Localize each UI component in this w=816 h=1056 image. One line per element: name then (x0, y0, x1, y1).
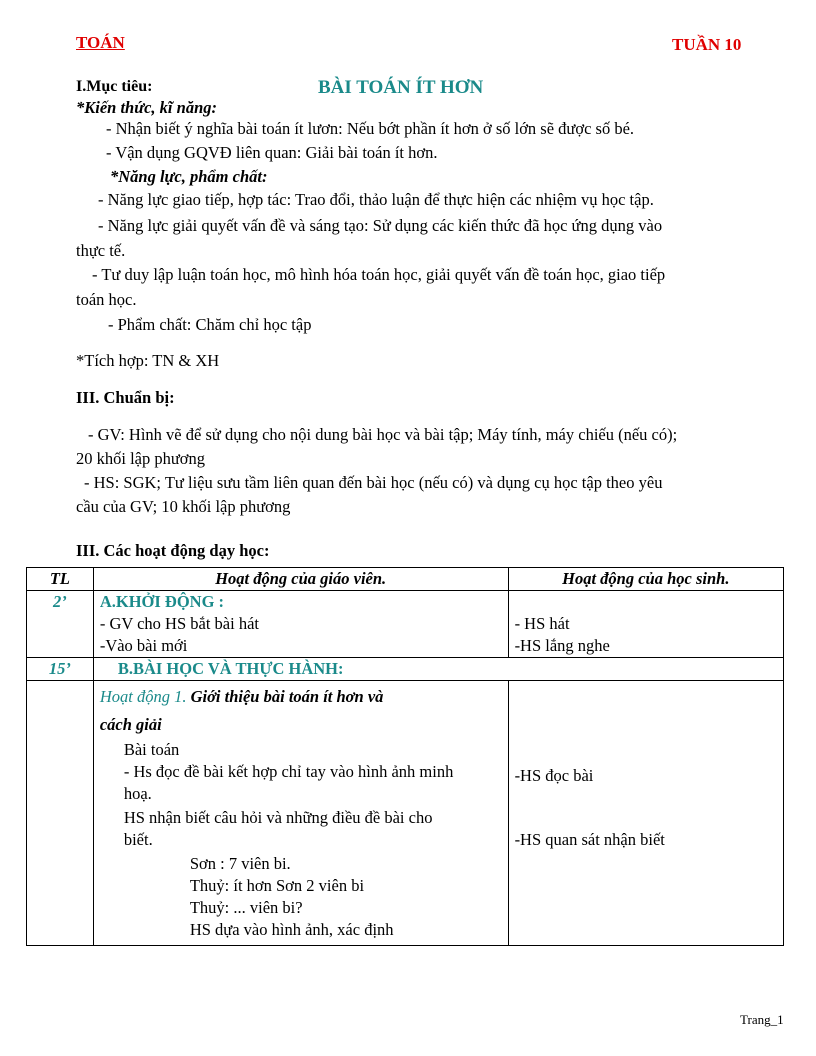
given-line: Thuỷ: ít hơn Sơn 2 viên bi (189, 876, 365, 895)
competence-line: - Phẩm chất: Chăm chỉ học tập (108, 315, 312, 334)
student-line: -HS quan sát nhận biết (514, 830, 665, 849)
section-title: B.BÀI HỌC VÀ THỰC HÀNH: (93, 658, 783, 681)
column-header-time: TL (27, 568, 94, 591)
teacher-line: -Vào bài mới (99, 636, 188, 655)
competence-line: toán học. (76, 290, 137, 309)
time-cell (27, 681, 94, 946)
table-row (27, 591, 784, 658)
time-cell: 15’ (27, 658, 94, 681)
table-row (27, 658, 784, 681)
week-label: TUẦN 10 (672, 35, 742, 54)
teacher-cell (93, 591, 508, 658)
activity-title-line (100, 683, 502, 711)
activities-heading: III. Các hoạt động dạy học: (76, 541, 270, 560)
section-title: A.KHỞI ĐỘNG : (99, 592, 225, 611)
knowledge-item: - Nhận biết ý nghĩa bài toán ít lươn: Nếu bớt phần ít hơn ở số lớn sẽ được số bé. (106, 119, 635, 138)
teacher-line: HS nhận biết câu hỏi và những điều đề bài cho (123, 808, 433, 827)
subject-label: TOÁN (76, 33, 125, 52)
given-line: Thuỷ: ... viên bi? (189, 898, 303, 917)
student-cell (508, 681, 783, 946)
problem-label: Bài toán (123, 740, 180, 759)
preparation-line: cầu của GV; 10 khối lập phương (76, 497, 291, 516)
preparation-heading: III. Chuẩn bị: (76, 388, 175, 407)
column-header-teacher: Hoạt động của giáo viên. (93, 568, 508, 591)
student-line: -HS đọc bài (514, 766, 594, 785)
time-cell: 2’ (27, 591, 94, 658)
lesson-title: BÀI TOÁN ÍT HƠN (318, 77, 484, 98)
integration-line: *Tích hợp: TN & XH (76, 351, 220, 370)
competence-line: - Năng lực giao tiếp, hợp tác: Trao đổi, thảo luận để thực hiện các nhiệm vụ học tập. (98, 190, 654, 209)
column-header-student: Hoạt động của học sinh. (508, 568, 783, 591)
page-number: Trang_1 (740, 1012, 784, 1027)
activity-label: Hoạt động 1. (99, 687, 187, 706)
activity-title-continued: cách giải (99, 715, 162, 734)
given-line: HS dựa vào hình ảnh, xác định (189, 920, 394, 939)
student-cell (508, 591, 783, 658)
teacher-line: - Hs đọc đề bài kết hợp chỉ tay vào hình ảnh minh (123, 762, 454, 781)
teacher-line: hoạ. (123, 784, 152, 803)
preparation-line: 20 khối lập phương (76, 449, 206, 468)
student-line: - HS hát (514, 614, 570, 633)
preparation-line: - GV: Hình vẽ để sử dụng cho nội dung bài học và bài tập; Máy tính, máy chiếu (nếu có); (88, 425, 678, 444)
competence-heading: *Năng lực, phẩm chất: (110, 167, 268, 186)
knowledge-item: - Vận dụng GQVĐ liên quan: Giải bài toán ít hơn. (106, 143, 438, 162)
table-header-row (27, 568, 784, 591)
teacher-line: - GV cho HS bắt bài hát (99, 614, 259, 633)
competence-line: - Tư duy lập luận toán học, mô hình hóa toán học, giải quyết vấn đề toán học, giao tiếp (92, 265, 666, 284)
table-row (27, 681, 784, 946)
lesson-plan-table (26, 567, 784, 946)
competence-line: thực tế. (76, 241, 126, 260)
teacher-line: biết. (123, 830, 153, 849)
student-line: -HS lắng nghe (514, 636, 610, 655)
preparation-line: - HS: SGK; Tư liệu sưu tầm liên quan đến bài học (nếu có) và dụng cụ học tập theo yêu (84, 473, 663, 492)
activity-title: Giới thiệu bài toán ít hơn và (190, 687, 384, 706)
objectives-heading: I.Mục tiêu: (76, 78, 153, 95)
given-line: Sơn : 7 viên bi. (189, 854, 291, 873)
teacher-cell (93, 681, 508, 946)
competence-line: - Năng lực giải quyết vấn đề và sáng tạo: Sử dụng các kiến thức đã học ứng dụng vào (98, 216, 663, 235)
knowledge-heading: *Kiến thức, kĩ năng: (76, 98, 217, 117)
